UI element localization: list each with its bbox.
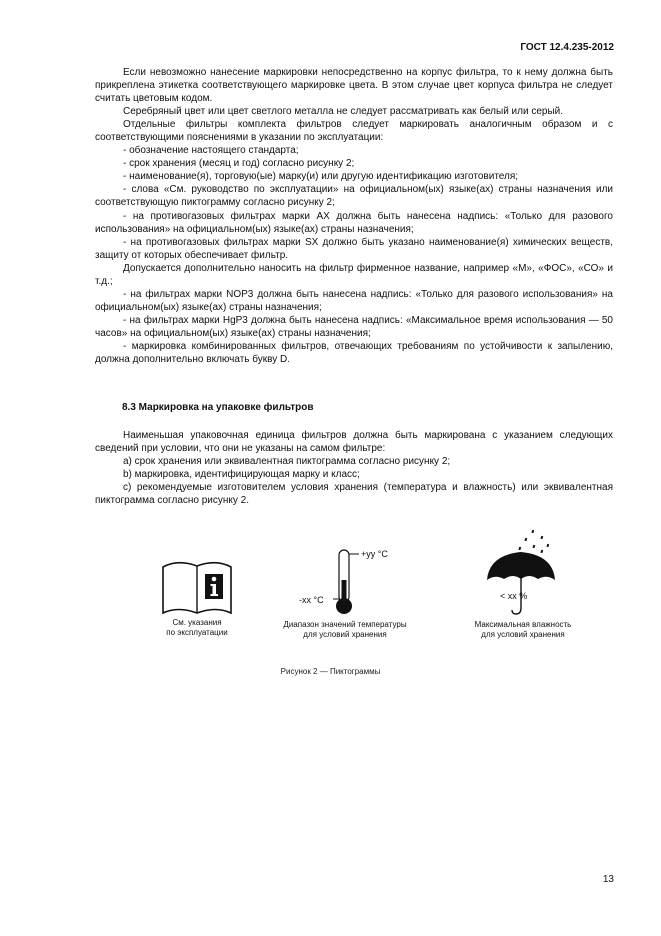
list-item: c) рекомендуемые изготовителем условия хранения (температура и влажность) или эквивалентная пиктограмма согласно рисунку 2. xyxy=(95,482,613,507)
temperature-max-label: +yy °C xyxy=(361,549,388,559)
manual-book-icon xyxy=(160,557,234,615)
list-item: - на противогазовых фильтрах марки SX должно быть указано наименование(я) химических веществ, защиту от которых обеспечивает фильтр. xyxy=(95,236,613,261)
temperature-min-label: -xx °C xyxy=(299,595,324,605)
body-text-block xyxy=(95,66,613,366)
figure-caption: Рисунок 2 — Пиктограммы xyxy=(280,667,381,676)
rain-drops xyxy=(518,530,549,554)
list-item: - на противогазовых фильтрах марки АХ должна быть нанесена надпись: «Только для разового использования» на официальном(ых) языке(ах) страны назначения; xyxy=(95,210,613,235)
list-item: - на фильтрах марки HgP3 должна быть нанесена надпись: «Максимальное время использования — 50 часов» на официальном(ых) языке(ах) страны назначения; xyxy=(95,314,613,339)
pictogram-caption: См. указания по эксплуатации xyxy=(166,618,228,637)
humidity-max-label: < xx % xyxy=(500,591,528,601)
section-text-block xyxy=(95,429,613,508)
list-item: - срок хранения (месяц и год) согласно рисунку 2; xyxy=(123,158,355,170)
thermometer-icon xyxy=(333,548,361,616)
paragraph: Если невозможно нанесение маркировки непосредственно на корпус фильтра, то к нему должна быть прикреплена этикетка соответствующего маркировке цвета. В этом случае цвет корпуса фильтра не следует считать цветовым кодом. xyxy=(95,67,613,105)
list-item: - обозначение настоящего стандарта; xyxy=(123,145,299,157)
list-item: - на фильтрах марки NOP3 должна быть нанесена надпись: «Только для разового использования» на официальном(ых) языке(ах) страны назначения; xyxy=(95,288,613,313)
document-code: ГОСТ 12.4.235-2012 xyxy=(520,42,614,53)
list-item: - маркировка комбинированных фильтров, отвечающих требованиям по устойчивости к запылению, должна дополнительно включать букву D. xyxy=(95,340,613,366)
list-item: a) срок хранения или эквивалентная пиктограмма согласно рисунку 2; xyxy=(123,456,451,468)
pictogram-caption: Диапазон значений температуры для условий хранения xyxy=(283,620,407,639)
section-heading: 8.3 Маркировка на упаковке фильтров xyxy=(122,402,314,413)
list-item: - слова «См. руководство по эксплуатации» на официальном(ых) языке(ах) страны назначения или соответствующую пиктограмму согласно рисунку 2; xyxy=(95,184,613,209)
list-item: - наименование(я), торговую(ые) марку(и) или другую идентификацию изготовителя; xyxy=(123,171,519,183)
paragraph: Серебряный цвет или цвет светлого металла не следует рассматривать как белый или серый. xyxy=(123,106,564,118)
pictogram-caption: Максимальная влажность для условий хранения xyxy=(474,620,572,639)
paragraph: Допускается дополнительно наносить на фильтр фирменное название, например «М», «ФОС», «СО» и т.д.; xyxy=(95,262,613,287)
list-item: b) маркировка, идентифицирующая марку и класс; xyxy=(123,469,360,481)
paragraph: Наименьшая упаковочная единица фильтров должна быть маркирована с указанием следующих сведений при условии, что они не указаны на самом фильтре: xyxy=(95,430,613,455)
paragraph: Отдельные фильтры комплекта фильтров следует маркировать аналогичным образом и с соответствующими пояснениями в указании по эксплуатации: xyxy=(95,119,613,144)
umbrella-icon xyxy=(485,528,557,616)
page-number: 13 xyxy=(602,874,614,885)
